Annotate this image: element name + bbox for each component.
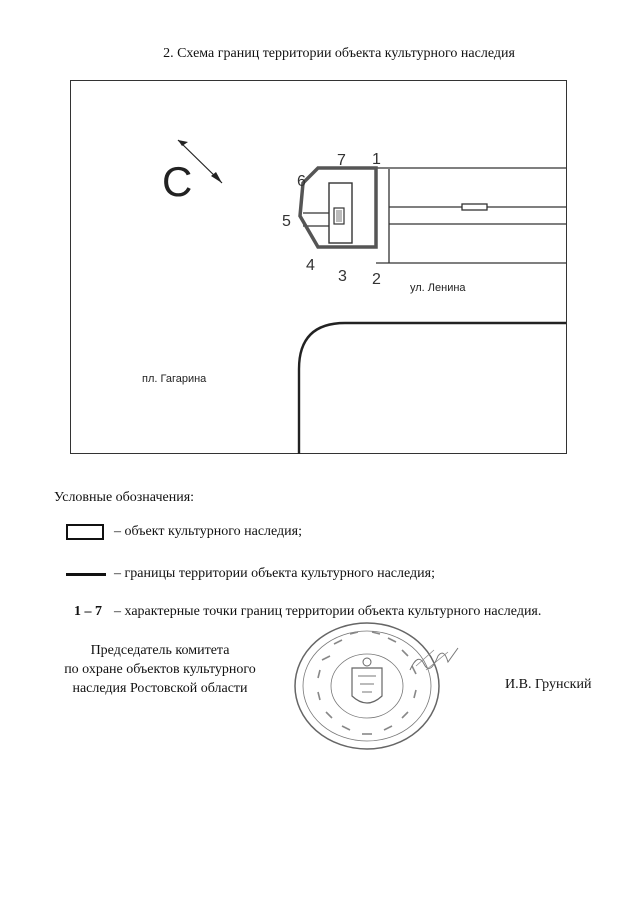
legend-boundary-text: – границы территории объекта культурного наследия;: [114, 566, 435, 581]
boundary-scheme-map: [70, 80, 567, 454]
point-label-1: 1: [372, 151, 381, 168]
street-label: ул. Ленина: [410, 282, 466, 294]
point-label-4: 4: [306, 257, 315, 274]
legend-object-symbol: [66, 524, 104, 540]
legend-heading: Условные обозначения:: [54, 490, 195, 505]
north-letter: С: [162, 158, 193, 205]
signatory-name: И.В. Грунский: [505, 677, 592, 692]
point-label-5: 5: [282, 213, 291, 230]
legend-boundary-symbol: [66, 573, 106, 576]
point-label-6: 6: [297, 173, 306, 190]
official-seal: [292, 620, 442, 752]
page-title: 2. Схема границ территории объекта культурного наследия: [163, 46, 515, 61]
legend-row-boundary: [66, 566, 435, 582]
legend-object-text: – объект культурного наследия;: [114, 524, 302, 539]
point-label-7: 7: [337, 152, 346, 169]
legend-row-object: [66, 524, 302, 540]
autograph-signature: [408, 644, 460, 674]
legend-row-points: [66, 604, 541, 620]
legend-points-range: 1 – 7: [74, 604, 102, 619]
square-label: пл. Гагарина: [142, 373, 207, 385]
point-label-3: 3: [338, 268, 347, 285]
point-label-2: 2: [372, 271, 381, 288]
position-line-2: по охране объектов культурного: [64, 662, 256, 677]
signatory-position: [40, 641, 280, 698]
position-line-1: Председатель комитета: [90, 643, 230, 658]
legend-points-text: – характерные точки границ территории объекта культурного наследия.: [114, 604, 542, 619]
position-line-3: наследия Ростовской области: [72, 681, 248, 696]
